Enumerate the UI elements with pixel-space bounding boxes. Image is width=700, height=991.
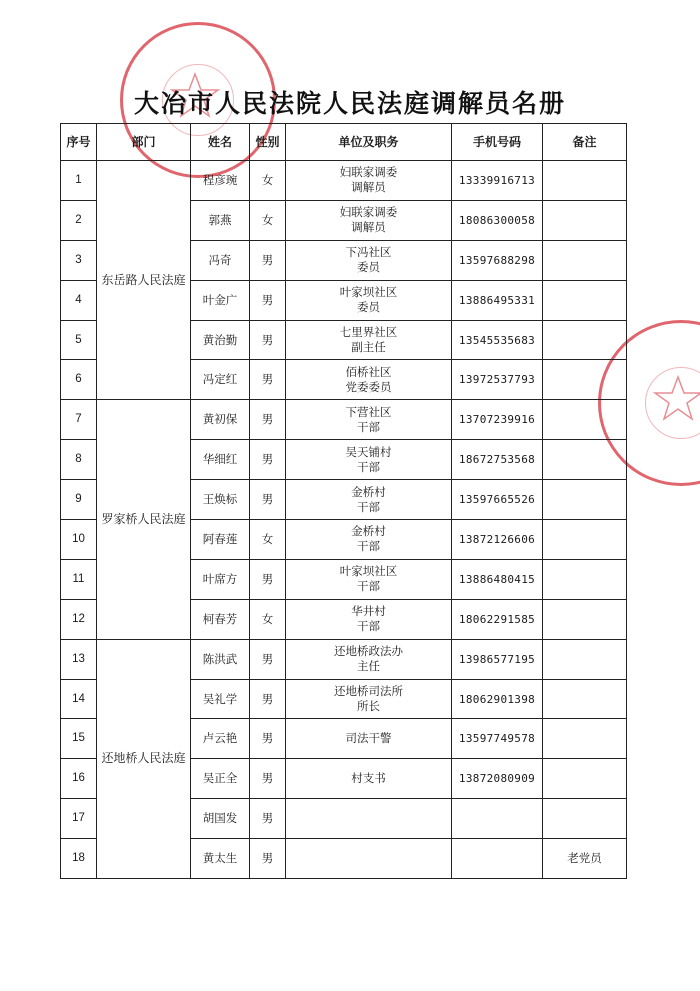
unit-line-1: 还地桥政法办 (334, 644, 403, 659)
table-header-row (61, 124, 627, 161)
unit-line-1: 吴天铺村 (345, 444, 392, 459)
row-name: 黄治勤 (191, 320, 250, 360)
unit-line-2: 干部 (357, 539, 380, 554)
row-unit (286, 839, 452, 879)
row-name: 冯定红 (191, 360, 250, 400)
unit-line-1: 金桥村 (351, 524, 386, 539)
row-phone: 13597749578 (452, 719, 543, 759)
unit-line-1: 妇联家调委 (339, 205, 398, 220)
department-cell: 东岳路人民法庭 (97, 161, 191, 400)
row-note (543, 240, 627, 280)
row-unit (286, 679, 452, 719)
unit-line-2: 调解员 (351, 220, 386, 235)
row-name: 柯春芳 (191, 599, 250, 639)
row-name: 程彦琬 (191, 161, 250, 201)
row-note (543, 599, 627, 639)
row-note (543, 200, 627, 240)
row-note: 老党员 (543, 839, 627, 879)
row-gender: 男 (250, 559, 286, 599)
row-phone: 18086300058 (452, 200, 543, 240)
unit-line-1: 叶家坝社区 (339, 285, 398, 300)
row-name: 叶席方 (191, 559, 250, 599)
row-note (543, 559, 627, 599)
row-name: 王焕标 (191, 480, 250, 520)
row-note (543, 799, 627, 839)
unit-line-2: 干部 (357, 619, 380, 634)
unit-line-1: 华井村 (351, 604, 386, 619)
row-phone: 13545535683 (452, 320, 543, 360)
row-phone: 13707239916 (452, 400, 543, 440)
unit-line-1: 妇联家调委 (339, 165, 398, 180)
row-note (543, 161, 627, 201)
unit-line-2: 干部 (357, 579, 380, 594)
unit-line-2: 委员 (357, 260, 380, 275)
row-phone: 18062291585 (452, 599, 543, 639)
header-no: 序号 (61, 124, 97, 161)
row-unit (286, 480, 452, 520)
row-unit (286, 520, 452, 560)
row-note (543, 280, 627, 320)
unit-line-2: 调解员 (351, 180, 386, 195)
row-unit (286, 320, 452, 360)
row-name: 郭燕 (191, 200, 250, 240)
row-no: 3 (61, 240, 97, 280)
row-no: 8 (61, 440, 97, 480)
header-department: 部门 (97, 124, 191, 161)
row-gender: 男 (250, 759, 286, 799)
row-phone: 18062901398 (452, 679, 543, 719)
row-phone (452, 839, 543, 879)
row-phone: 18672753568 (452, 440, 543, 480)
row-name: 胡国发 (191, 799, 250, 839)
row-unit (286, 440, 452, 480)
row-name: 黄太生 (191, 839, 250, 879)
document-title: 大冶市人民法院人民法庭调解员名册 (133, 89, 566, 118)
unit-line-1: 叶家坝社区 (339, 564, 398, 579)
row-gender: 男 (250, 839, 286, 879)
row-gender: 男 (250, 480, 286, 520)
row-unit (286, 759, 452, 799)
row-unit (286, 799, 452, 839)
department-cell: 还地桥人民法庭 (97, 639, 191, 878)
row-gender: 女 (250, 520, 286, 560)
row-no: 16 (61, 759, 97, 799)
row-name: 冯奇 (191, 240, 250, 280)
row-note (543, 400, 627, 440)
row-gender: 男 (250, 440, 286, 480)
row-phone: 13339916713 (452, 161, 543, 201)
row-gender: 男 (250, 799, 286, 839)
row-unit (286, 360, 452, 400)
row-no: 7 (61, 400, 97, 440)
unit-line-2: 主任 (357, 659, 380, 674)
row-name: 阿春莲 (191, 520, 250, 560)
row-gender: 女 (250, 161, 286, 201)
unit-line-2: 干部 (357, 499, 380, 514)
unit-line-1: 下营社区 (345, 404, 392, 419)
unit-line-1: 佰桥社区 (345, 364, 392, 379)
row-gender: 女 (250, 200, 286, 240)
row-unit (286, 639, 452, 679)
row-unit (286, 719, 452, 759)
row-no: 2 (61, 200, 97, 240)
unit-line-1: 村支书 (351, 771, 386, 786)
row-no: 4 (61, 280, 97, 320)
row-no: 1 (61, 161, 97, 201)
row-name: 黄初保 (191, 400, 250, 440)
header-phone: 手机号码 (452, 124, 543, 161)
row-gender: 男 (250, 320, 286, 360)
row-gender: 女 (250, 599, 286, 639)
row-gender: 男 (250, 679, 286, 719)
row-gender: 男 (250, 360, 286, 400)
mediator-roster-table (60, 123, 627, 879)
row-unit (286, 400, 452, 440)
row-no: 13 (61, 639, 97, 679)
unit-line-1: 还地桥司法所 (334, 684, 403, 699)
row-note (543, 719, 627, 759)
row-unit (286, 240, 452, 280)
row-note (543, 639, 627, 679)
row-gender: 男 (250, 719, 286, 759)
row-note (543, 360, 627, 400)
unit-line-2: 委员 (357, 300, 380, 315)
row-unit (286, 559, 452, 599)
row-unit (286, 280, 452, 320)
row-no: 11 (61, 559, 97, 599)
table-row (61, 161, 627, 201)
row-no: 10 (61, 520, 97, 560)
row-gender: 男 (250, 639, 286, 679)
row-no: 12 (61, 599, 97, 639)
row-phone (452, 799, 543, 839)
row-no: 9 (61, 480, 97, 520)
row-note (543, 520, 627, 560)
header-unit-position: 单位及职务 (286, 124, 452, 161)
unit-line-2: 党委委员 (345, 379, 392, 394)
row-no: 6 (61, 360, 97, 400)
unit-line-1: 下冯社区 (345, 245, 392, 260)
row-phone: 13597665526 (452, 480, 543, 520)
row-gender: 男 (250, 280, 286, 320)
row-phone: 13872080909 (452, 759, 543, 799)
unit-line-1: 金桥村 (351, 484, 386, 499)
row-unit (286, 161, 452, 201)
unit-line-1: 七里界社区 (339, 325, 398, 339)
row-no: 5 (61, 320, 97, 360)
department-cell: 罗家桥人民法庭 (97, 400, 191, 639)
row-phone: 13886495331 (452, 280, 543, 320)
row-gender: 男 (250, 400, 286, 440)
row-note (543, 759, 627, 799)
row-phone: 13972537793 (452, 360, 543, 400)
unit-line-2: 所长 (357, 699, 380, 714)
row-no: 15 (61, 719, 97, 759)
row-unit (286, 599, 452, 639)
header-name: 姓名 (191, 124, 250, 161)
unit-line-1: 司法干警 (345, 731, 392, 746)
row-name: 卢云艳 (191, 719, 250, 759)
row-phone: 13986577195 (452, 639, 543, 679)
row-phone: 13886480415 (452, 559, 543, 599)
header-gender: 性别 (250, 124, 286, 161)
row-note (543, 679, 627, 719)
unit-line-2: 干部 (357, 459, 380, 474)
row-note (543, 320, 627, 360)
row-name: 吴正全 (191, 759, 250, 799)
row-note (543, 480, 627, 520)
row-no: 17 (61, 799, 97, 839)
table-row (61, 639, 627, 679)
unit-line-2: 副主任 (351, 340, 386, 354)
row-phone: 13872126606 (452, 520, 543, 560)
row-name: 吴礼学 (191, 679, 250, 719)
table-row (61, 400, 627, 440)
row-phone: 13597688298 (452, 240, 543, 280)
row-name: 叶金广 (191, 280, 250, 320)
row-gender: 男 (250, 240, 286, 280)
header-note: 备注 (543, 124, 627, 161)
unit-line-2: 干部 (357, 419, 380, 434)
row-no: 18 (61, 839, 97, 879)
row-name: 陈洪武 (191, 639, 250, 679)
row-unit (286, 200, 452, 240)
row-no: 14 (61, 679, 97, 719)
row-name: 华细红 (191, 440, 250, 480)
row-note (543, 440, 627, 480)
